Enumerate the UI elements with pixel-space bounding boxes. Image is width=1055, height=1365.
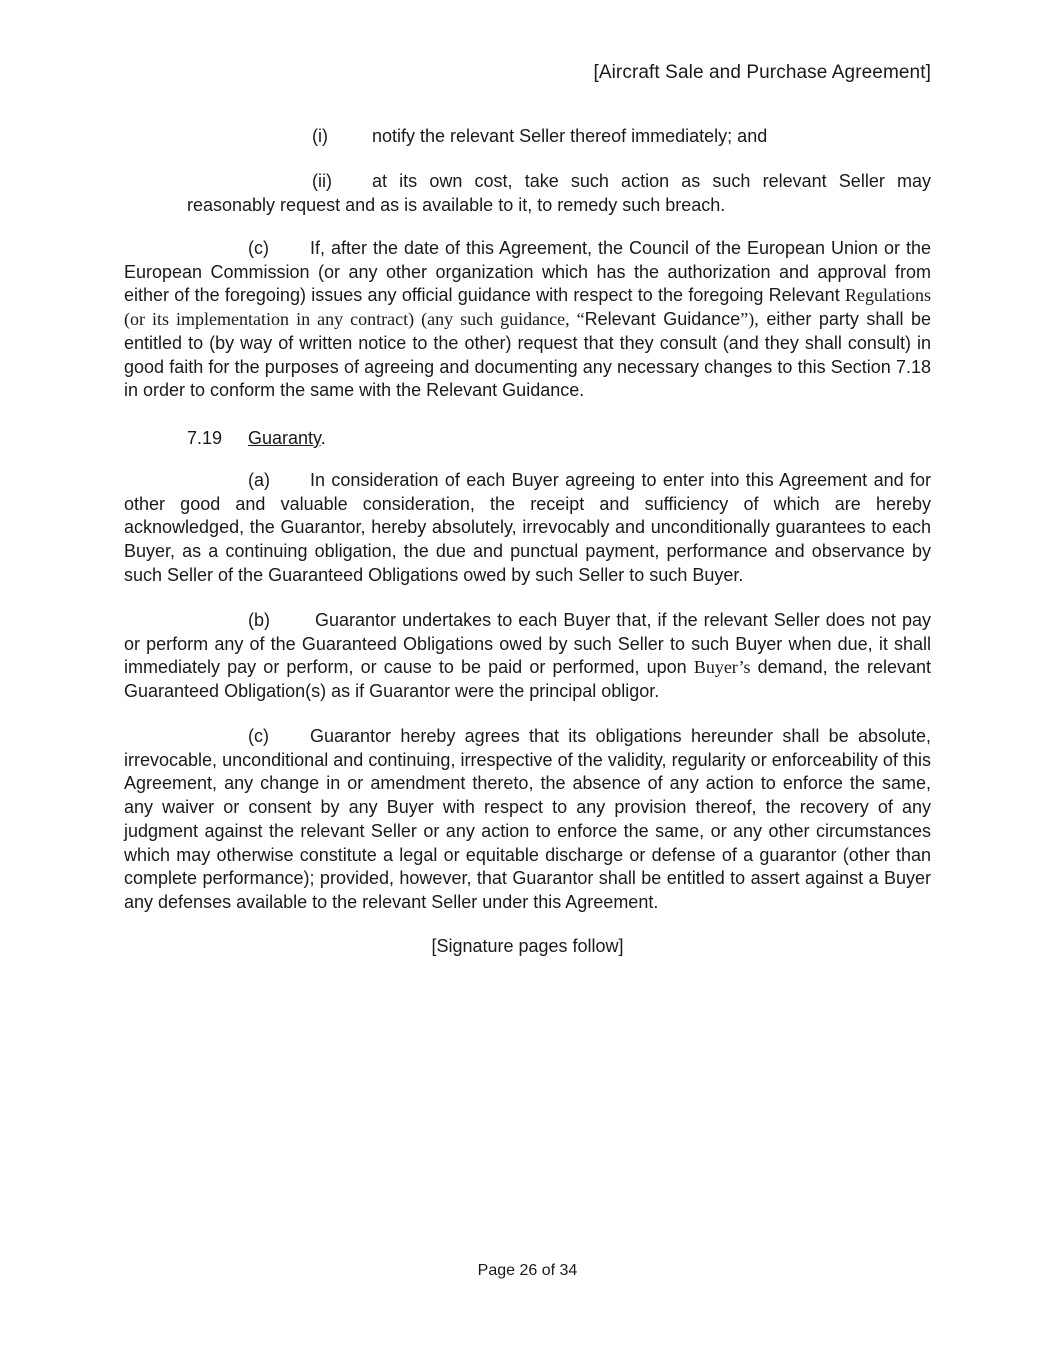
clause-c-defined-term: Relevant Guidance [584, 309, 741, 330]
clause-c-label: (c) [248, 238, 269, 258]
guaranty-clause-b [124, 609, 931, 704]
section-number: 7.19 [187, 428, 223, 448]
guaranty-b-text-part2: Buyer’s [693, 657, 751, 678]
clause-item-i-text: notify the relevant Seller thereof immediately; and [372, 126, 768, 146]
clause-c-text-part1: If, after the date of this Agreement, the Council of the European Union or the European Commission (or any other organization which has the authorization and approval from either of the foregoing) issues any official guidance with respect to the foregoing Relevant [124, 238, 931, 306]
guaranty-clause-a [124, 469, 931, 588]
clause-c-text-part5: either party shall be entitled to (by way of written notice to the other) request that they consult (and they shall consult) in good faith for the purposes of agreeing and documenting any necessary changes to this Section 7.18 in order to conform the same with the Relevant Guidance. [124, 309, 931, 401]
section-title-suffix: . [320, 428, 326, 448]
guaranty-b-text-part3: demand, the relevant Guaranteed Obligation(s) as if Guarantor were the principal obligor. [124, 657, 931, 702]
guaranty-c-label: (c) [248, 726, 269, 746]
signature-pages-note: [Signature pages follow] [431, 936, 624, 956]
guaranty-c-text: Guarantor hereby agrees that its obligations hereunder shall be absolute, irrevocable, unconditional and continuing, irrespective of the validity, regularity or enforceability of this Agreement, any change in or amendment thereto, the absence of any action to enforce the same, any waiver or consent by any Buyer with respect to any provision thereof, the recovery of any judgment against the relevant Seller or any action to enforce the same, or any other circumstances which may otherwise constitute a legal or equitable discharge or defense of a guarantor (other than complete performance); provided, however, that Guarantor shall be entitled to assert against a Buyer any defenses available to the relevant Seller under this Agreement. [124, 726, 931, 912]
guaranty-clause-c [124, 725, 931, 915]
clause-c-text-part4: ”), [740, 309, 759, 330]
clause-item-ii [187, 170, 931, 217]
section-7-19-heading [187, 426, 326, 450]
clause-item-i-label: (i) [312, 126, 328, 146]
clause-c-text-part2: Regulations (or its implementation in any contract) (any such guidance, “ [124, 285, 931, 330]
guaranty-a-label: (a) [248, 470, 270, 490]
page-number-footer: Page 26 of 34 [477, 1262, 578, 1279]
clause-item-ii-label: (ii) [312, 171, 332, 191]
clause-c-relevant-guidance [124, 237, 931, 403]
guaranty-a-text: In consideration of each Buyer agreeing to enter into this Agreement and for other good and valuable consideration, the receipt and sufficiency of which are hereby acknowledged, the Guarantor, hereby absolutely, irrevocably and unconditionally guarantees to each Buyer, as a continuing obligation, the due and punctual payment, performance and observance by such Seller of the Guaranteed Obligations owed by such Seller to such Buyer. [124, 470, 931, 585]
guaranty-b-label: (b) [248, 610, 270, 630]
clause-item-i [312, 124, 767, 148]
clause-item-ii-text: at its own cost, take such action as such relevant Seller may reasonably request and as is available to it, to remedy such breach. [187, 171, 931, 215]
guaranty-b-text-part1: Guarantor undertakes to each Buyer that, if the relevant Seller does not pay or perform any of the Guaranteed Obligations owed by such Seller to such Buyer when due, it shall immediately pay or perform, or cause to be paid or performed, upon [124, 610, 931, 678]
document-header-title: [Aircraft Sale and Purchase Agreement] [593, 62, 931, 83]
section-title: Guaranty [248, 428, 321, 448]
